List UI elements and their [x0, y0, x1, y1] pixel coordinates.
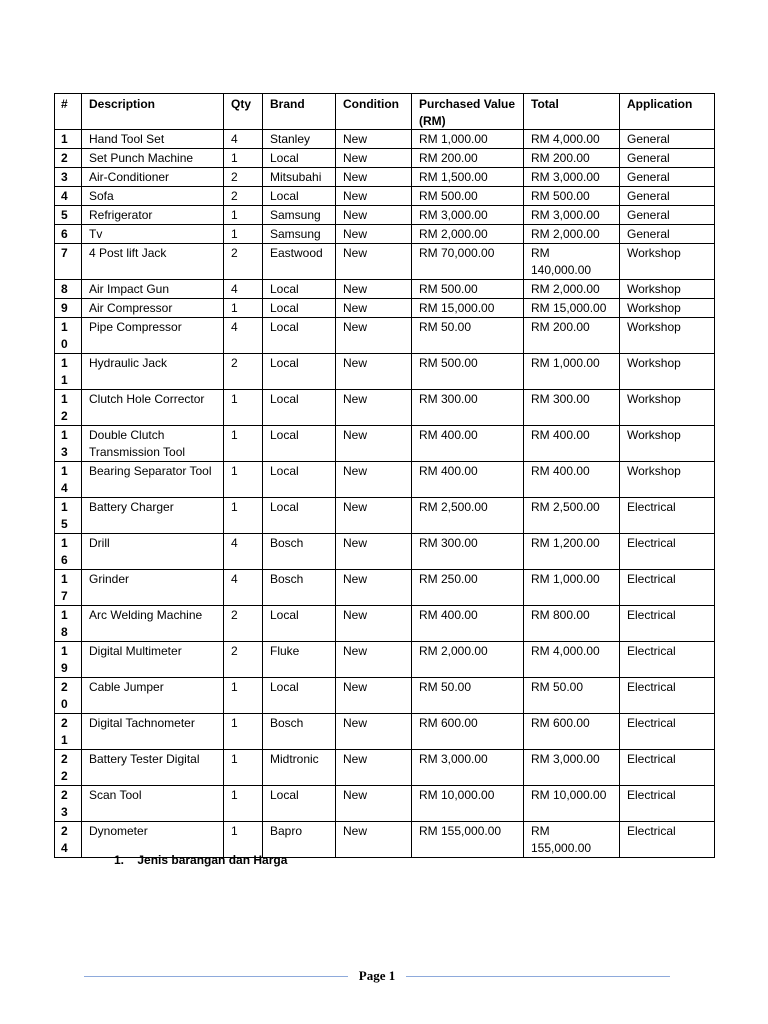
cell-total: RM 2,000.00: [524, 280, 620, 299]
cell-brand: Mitsubahi: [263, 168, 336, 187]
cell-index: [55, 299, 82, 318]
cell-brand: Local: [263, 280, 336, 299]
cell-description: Sofa: [82, 187, 224, 206]
cell-description: Air-Conditioner: [82, 168, 224, 187]
cell-brand: Midtronic: [263, 750, 336, 786]
cell-application: Electrical: [620, 570, 715, 606]
table-row: [55, 390, 715, 426]
cell-qty: 2: [224, 354, 263, 390]
table-row: [55, 426, 715, 462]
cell-description: Air Compressor: [82, 299, 224, 318]
cell-application: Electrical: [620, 822, 715, 858]
cell-purchased-value: RM 500.00: [412, 187, 524, 206]
cell-application: General: [620, 149, 715, 168]
cell-purchased-value: RM 2,000.00: [412, 225, 524, 244]
table-row: [55, 462, 715, 498]
cell-description: Digital Multimeter: [82, 642, 224, 678]
cell-qty: 1: [224, 390, 263, 426]
row-number: 6: [61, 227, 68, 241]
cell-qty: 4: [224, 130, 263, 149]
cell-condition: New: [336, 462, 412, 498]
cell-total: RM 400.00: [524, 426, 620, 462]
row-number: 4: [61, 189, 68, 203]
cell-brand: Bapro: [263, 822, 336, 858]
cell-description: Air Impact Gun: [82, 280, 224, 299]
cell-index: [55, 426, 82, 462]
cell-condition: New: [336, 714, 412, 750]
cell-description: Battery Tester Digital: [82, 750, 224, 786]
table-row: [55, 149, 715, 168]
row-number: 15: [61, 500, 68, 531]
cell-index: [55, 642, 82, 678]
cell-index: [55, 606, 82, 642]
cell-index: [55, 354, 82, 390]
row-number: 2: [61, 151, 68, 165]
list-caption: [114, 852, 287, 868]
cell-index: [55, 750, 82, 786]
cell-total: RM 1,000.00: [524, 570, 620, 606]
cell-brand: Local: [263, 299, 336, 318]
cell-condition: New: [336, 570, 412, 606]
cell-purchased-value: RM 200.00: [412, 149, 524, 168]
table-row: [55, 678, 715, 714]
cell-description: Pipe Compressor: [82, 318, 224, 354]
cell-condition: New: [336, 225, 412, 244]
cell-purchased-value: RM 500.00: [412, 280, 524, 299]
table-row: [55, 187, 715, 206]
table-row: [55, 244, 715, 280]
cell-purchased-value: RM 400.00: [412, 462, 524, 498]
cell-brand: Local: [263, 498, 336, 534]
cell-condition: New: [336, 299, 412, 318]
cell-brand: Samsung: [263, 225, 336, 244]
cell-brand: Eastwood: [263, 244, 336, 280]
cell-qty: 4: [224, 534, 263, 570]
table-header-row: [55, 94, 715, 130]
cell-condition: New: [336, 426, 412, 462]
cell-brand: Bosch: [263, 570, 336, 606]
row-number: 1: [61, 132, 68, 146]
table-row: [55, 130, 715, 149]
cell-brand: Bosch: [263, 714, 336, 750]
cell-qty: 1: [224, 678, 263, 714]
table-row: [55, 280, 715, 299]
cell-description: Hydraulic Jack: [82, 354, 224, 390]
header-qty: Qty: [224, 94, 263, 130]
cell-description: Tv: [82, 225, 224, 244]
cell-index: [55, 570, 82, 606]
cell-application: Electrical: [620, 786, 715, 822]
cell-application: Workshop: [620, 299, 715, 318]
cell-description: Scan Tool: [82, 786, 224, 822]
cell-index: [55, 130, 82, 149]
row-number: 21: [61, 716, 68, 747]
cell-condition: New: [336, 206, 412, 225]
cell-total: RM 15,000.00: [524, 299, 620, 318]
row-number: 22: [61, 752, 68, 783]
cell-description: Drill: [82, 534, 224, 570]
cell-total: RM 600.00: [524, 714, 620, 750]
cell-total: RM 3,000.00: [524, 750, 620, 786]
cell-index: [55, 318, 82, 354]
table-row: [55, 354, 715, 390]
row-number: 5: [61, 208, 68, 222]
cell-condition: New: [336, 642, 412, 678]
table-row: [55, 534, 715, 570]
cell-qty: 1: [224, 462, 263, 498]
row-number: 20: [61, 680, 68, 711]
cell-brand: Local: [263, 390, 336, 426]
cell-qty: 4: [224, 318, 263, 354]
row-number: 17: [61, 572, 68, 603]
cell-description: Battery Charger: [82, 498, 224, 534]
cell-purchased-value: RM 3,000.00: [412, 750, 524, 786]
header-brand: Brand: [263, 94, 336, 130]
row-number: 8: [61, 282, 68, 296]
cell-application: Workshop: [620, 280, 715, 299]
cell-purchased-value: RM 2,500.00: [412, 498, 524, 534]
cell-application: General: [620, 206, 715, 225]
cell-qty: 2: [224, 168, 263, 187]
table-row: [55, 642, 715, 678]
cell-application: General: [620, 187, 715, 206]
cell-qty: 1: [224, 426, 263, 462]
cell-condition: New: [336, 534, 412, 570]
cell-purchased-value: RM 1,000.00: [412, 130, 524, 149]
cell-qty: 1: [224, 822, 263, 858]
cell-condition: New: [336, 678, 412, 714]
cell-brand: Local: [263, 462, 336, 498]
cell-qty: 2: [224, 606, 263, 642]
cell-description: Hand Tool Set: [82, 130, 224, 149]
table-row: [55, 168, 715, 187]
cell-application: General: [620, 225, 715, 244]
cell-total: RM 3,000.00: [524, 168, 620, 187]
cell-application: Electrical: [620, 642, 715, 678]
cell-condition: New: [336, 786, 412, 822]
cell-purchased-value: RM 2,000.00: [412, 642, 524, 678]
cell-description: Double Clutch Transmission Tool: [82, 426, 224, 462]
cell-condition: New: [336, 498, 412, 534]
caption-number: 1.: [114, 853, 125, 867]
cell-condition: New: [336, 280, 412, 299]
cell-application: General: [620, 130, 715, 149]
cell-index: [55, 498, 82, 534]
cell-application: Electrical: [620, 534, 715, 570]
header-description: Description: [82, 94, 224, 130]
cell-brand: Local: [263, 187, 336, 206]
cell-purchased-value: RM 15,000.00: [412, 299, 524, 318]
cell-total: RM 800.00: [524, 606, 620, 642]
cell-total: RM 2,000.00: [524, 225, 620, 244]
table-row: [55, 498, 715, 534]
cell-brand: Local: [263, 426, 336, 462]
cell-purchased-value: RM 600.00: [412, 714, 524, 750]
cell-application: Workshop: [620, 462, 715, 498]
cell-application: Workshop: [620, 244, 715, 280]
cell-purchased-value: RM 1,500.00: [412, 168, 524, 187]
cell-condition: New: [336, 606, 412, 642]
cell-total: RM 155,000.00: [524, 822, 620, 858]
cell-brand: Local: [263, 786, 336, 822]
cell-index: [55, 206, 82, 225]
cell-condition: New: [336, 149, 412, 168]
cell-qty: 1: [224, 498, 263, 534]
cell-qty: 4: [224, 570, 263, 606]
cell-total: RM 10,000.00: [524, 786, 620, 822]
cell-index: [55, 149, 82, 168]
table-row: [55, 714, 715, 750]
cell-qty: 1: [224, 225, 263, 244]
caption-text: Jenis barangan dan Harga: [137, 853, 288, 867]
cell-index: [55, 187, 82, 206]
table-row: [55, 318, 715, 354]
cell-brand: Local: [263, 149, 336, 168]
cell-description: 4 Post lift Jack: [82, 244, 224, 280]
cell-description: Digital Tachnometer: [82, 714, 224, 750]
cell-application: Electrical: [620, 678, 715, 714]
cell-qty: 1: [224, 299, 263, 318]
cell-application: Workshop: [620, 318, 715, 354]
cell-index: [55, 534, 82, 570]
cell-index: [55, 280, 82, 299]
cell-total: RM 500.00: [524, 187, 620, 206]
header-condition: Condition: [336, 94, 412, 130]
cell-total: RM 4,000.00: [524, 130, 620, 149]
cell-application: Workshop: [620, 354, 715, 390]
cell-brand: Local: [263, 606, 336, 642]
cell-brand: Local: [263, 354, 336, 390]
cell-description: Cable Jumper: [82, 678, 224, 714]
cell-total: RM 4,000.00: [524, 642, 620, 678]
cell-condition: New: [336, 390, 412, 426]
cell-condition: New: [336, 168, 412, 187]
row-number: 7: [61, 246, 68, 260]
cell-qty: 1: [224, 714, 263, 750]
footer-rule-right: [406, 976, 670, 977]
row-number: 3: [61, 170, 68, 184]
cell-index: [55, 714, 82, 750]
row-number: 19: [61, 644, 68, 675]
table-row: [55, 206, 715, 225]
cell-purchased-value: RM 50.00: [412, 318, 524, 354]
cell-total: RM 300.00: [524, 390, 620, 426]
cell-description: Bearing Separator Tool: [82, 462, 224, 498]
row-number: 23: [61, 788, 68, 819]
cell-brand: Fluke: [263, 642, 336, 678]
cell-purchased-value: RM 300.00: [412, 390, 524, 426]
cell-condition: New: [336, 130, 412, 149]
cell-purchased-value: RM 300.00: [412, 534, 524, 570]
cell-condition: New: [336, 822, 412, 858]
cell-qty: 2: [224, 642, 263, 678]
cell-description: Clutch Hole Corrector: [82, 390, 224, 426]
cell-total: RM 1,000.00: [524, 354, 620, 390]
cell-index: [55, 678, 82, 714]
cell-total: RM 200.00: [524, 149, 620, 168]
table-row: [55, 225, 715, 244]
cell-index: [55, 225, 82, 244]
row-number: 14: [61, 464, 68, 495]
cell-brand: Local: [263, 318, 336, 354]
cell-qty: 4: [224, 280, 263, 299]
cell-purchased-value: RM 3,000.00: [412, 206, 524, 225]
cell-condition: New: [336, 354, 412, 390]
cell-total: RM 140,000.00: [524, 244, 620, 280]
cell-purchased-value: RM 400.00: [412, 606, 524, 642]
cell-brand: Bosch: [263, 534, 336, 570]
cell-total: RM 50.00: [524, 678, 620, 714]
cell-index: [55, 390, 82, 426]
cell-index: [55, 462, 82, 498]
table-row: [55, 299, 715, 318]
cell-total: RM 1,200.00: [524, 534, 620, 570]
cell-qty: 1: [224, 786, 263, 822]
row-number: 9: [61, 301, 68, 315]
cell-condition: New: [336, 187, 412, 206]
cell-total: RM 200.00: [524, 318, 620, 354]
table-row: [55, 570, 715, 606]
cell-condition: New: [336, 318, 412, 354]
row-number: 11: [61, 356, 68, 387]
cell-purchased-value: RM 400.00: [412, 426, 524, 462]
header-total: Total: [524, 94, 620, 130]
row-number: 12: [61, 392, 68, 423]
cell-qty: 1: [224, 750, 263, 786]
cell-purchased-value: RM 155,000.00: [412, 822, 524, 858]
cell-total: RM 400.00: [524, 462, 620, 498]
cell-application: General: [620, 168, 715, 187]
table-body: [55, 130, 715, 858]
cell-purchased-value: RM 10,000.00: [412, 786, 524, 822]
cell-application: Electrical: [620, 498, 715, 534]
cell-condition: New: [336, 750, 412, 786]
cell-description: Grinder: [82, 570, 224, 606]
cell-total: RM 2,500.00: [524, 498, 620, 534]
cell-index: [55, 786, 82, 822]
cell-purchased-value: RM 50.00: [412, 678, 524, 714]
row-number: 10: [61, 320, 68, 351]
row-number: 13: [61, 428, 68, 459]
cell-purchased-value: RM 250.00: [412, 570, 524, 606]
cell-index: [55, 168, 82, 187]
cell-purchased-value: RM 70,000.00: [412, 244, 524, 280]
cell-application: Electrical: [620, 714, 715, 750]
cell-brand: Local: [263, 678, 336, 714]
cell-application: Electrical: [620, 750, 715, 786]
cell-condition: New: [336, 244, 412, 280]
footer-rule-left: [84, 976, 348, 977]
row-number: 16: [61, 536, 68, 567]
cell-purchased-value: RM 500.00: [412, 354, 524, 390]
cell-index: [55, 244, 82, 280]
cell-brand: Stanley: [263, 130, 336, 149]
header-application: Application: [620, 94, 715, 130]
row-number: 18: [61, 608, 68, 639]
cell-application: Workshop: [620, 426, 715, 462]
row-number: 24: [61, 824, 68, 855]
table-row: [55, 786, 715, 822]
header-purchased-value: Purchased Value (RM): [412, 94, 524, 130]
cell-qty: 1: [224, 206, 263, 225]
table-row: [55, 750, 715, 786]
page-number: Page 1: [358, 968, 396, 983]
cell-description: Set Punch Machine: [82, 149, 224, 168]
inventory-table: [54, 93, 715, 858]
cell-qty: 2: [224, 244, 263, 280]
cell-description: Dynometer: [82, 822, 224, 858]
cell-total: RM 3,000.00: [524, 206, 620, 225]
cell-description: Refrigerator: [82, 206, 224, 225]
cell-application: Workshop: [620, 390, 715, 426]
cell-application: Electrical: [620, 606, 715, 642]
cell-qty: 2: [224, 187, 263, 206]
header-index: #: [55, 94, 82, 130]
cell-qty: 1: [224, 149, 263, 168]
cell-description: Arc Welding Machine: [82, 606, 224, 642]
table-row: [55, 606, 715, 642]
cell-brand: Samsung: [263, 206, 336, 225]
cell-index: [55, 822, 82, 858]
